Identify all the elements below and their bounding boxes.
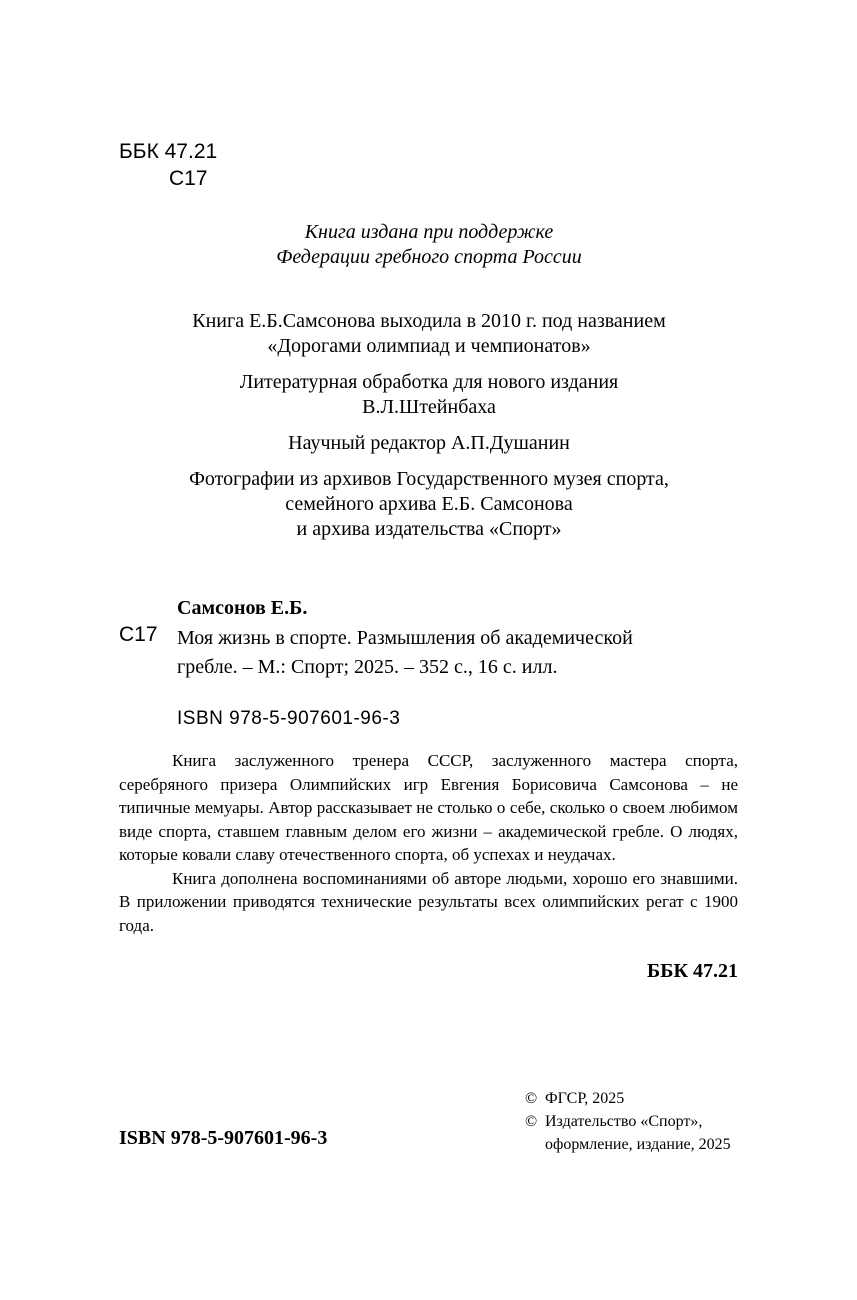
bbk-index: ББК 47.21 bbox=[119, 140, 218, 163]
scientific-editor-line: Научный редактор А.П.Душанин bbox=[288, 432, 570, 454]
literary-line: В.Л.Штейнбаха bbox=[362, 396, 496, 418]
previous-edition-note bbox=[120, 309, 738, 359]
previous-edition-line: Книга Е.Б.Самсонова выходила в 2010 г. под названием bbox=[192, 310, 666, 332]
copyright-holder: ФГСР, 2025 bbox=[545, 1090, 625, 1107]
copyright-symbol: © bbox=[525, 1113, 538, 1130]
literary-note bbox=[120, 370, 738, 420]
bbk-index-bottom: ББК 47.21 bbox=[647, 960, 738, 982]
previous-edition-line: «Дорогами олимпиад и чемпионатов» bbox=[267, 335, 591, 357]
catalog-title-line: Моя жизнь в спорте. Размышления об академической bbox=[177, 627, 633, 649]
isbn-bottom: ISBN 978-5-907601-96-3 bbox=[119, 1127, 328, 1149]
copyright-holder-cont: оформление, издание, 2025 bbox=[545, 1136, 731, 1153]
catalog-author: Самсонов Е.Б. bbox=[177, 597, 308, 619]
annotation-paragraph: Книга дополнена воспоминаниями об авторе людьми, хорошо его знавшими. В приложении приводятся технические результаты всех олимпийских регат с 1900 года. bbox=[119, 868, 738, 935]
copyright-block bbox=[525, 1087, 731, 1156]
support-line: Книга издана при поддержке bbox=[304, 221, 554, 243]
copyright-symbol: © bbox=[525, 1090, 538, 1107]
photo-credit-line: и архива издательства «Спорт» bbox=[296, 518, 562, 540]
annotation-paragraph: Книга заслуженного тренера СССР, заслуженного мастера спорта, серебряного призера Олимпийских игр Евгения Борисовича Самсонова – не типичные мемуары. Автор рассказывает не столько о себе, сколько о своем любимом виде спорта, ставшем главным делом его жизни – академической гребле. О людях, которые ковали славу отечественного спорта, об успехах и неудачах. bbox=[119, 751, 738, 864]
photo-credit-line: Фотографии из архивов Государственного музея спорта, bbox=[189, 468, 669, 490]
copyright-row bbox=[525, 1110, 731, 1133]
copyright-row bbox=[525, 1087, 731, 1110]
support-note bbox=[120, 220, 738, 270]
scientific-editor bbox=[120, 431, 738, 456]
annotation bbox=[119, 749, 738, 937]
literary-line: Литературная обработка для нового издания bbox=[239, 371, 619, 393]
catalog-title-line: гребле. – М.: Спорт; 2025. – 352 с., 16 с. илл. bbox=[177, 656, 558, 678]
photo-credits bbox=[120, 467, 738, 542]
support-line: Федерации гребного спорта России bbox=[276, 246, 582, 268]
catalog-code: С17 bbox=[119, 623, 158, 646]
catalog-isbn: ISBN 978-5-907601-96-3 bbox=[177, 708, 401, 729]
bbk-index-top bbox=[119, 138, 217, 192]
copyright-holder: Издательство «Спорт», bbox=[545, 1113, 703, 1130]
copyright-row bbox=[525, 1133, 731, 1156]
author-sign: С17 bbox=[169, 167, 208, 190]
photo-credit-line: семейного архива Е.Б. Самсонова bbox=[285, 493, 573, 515]
